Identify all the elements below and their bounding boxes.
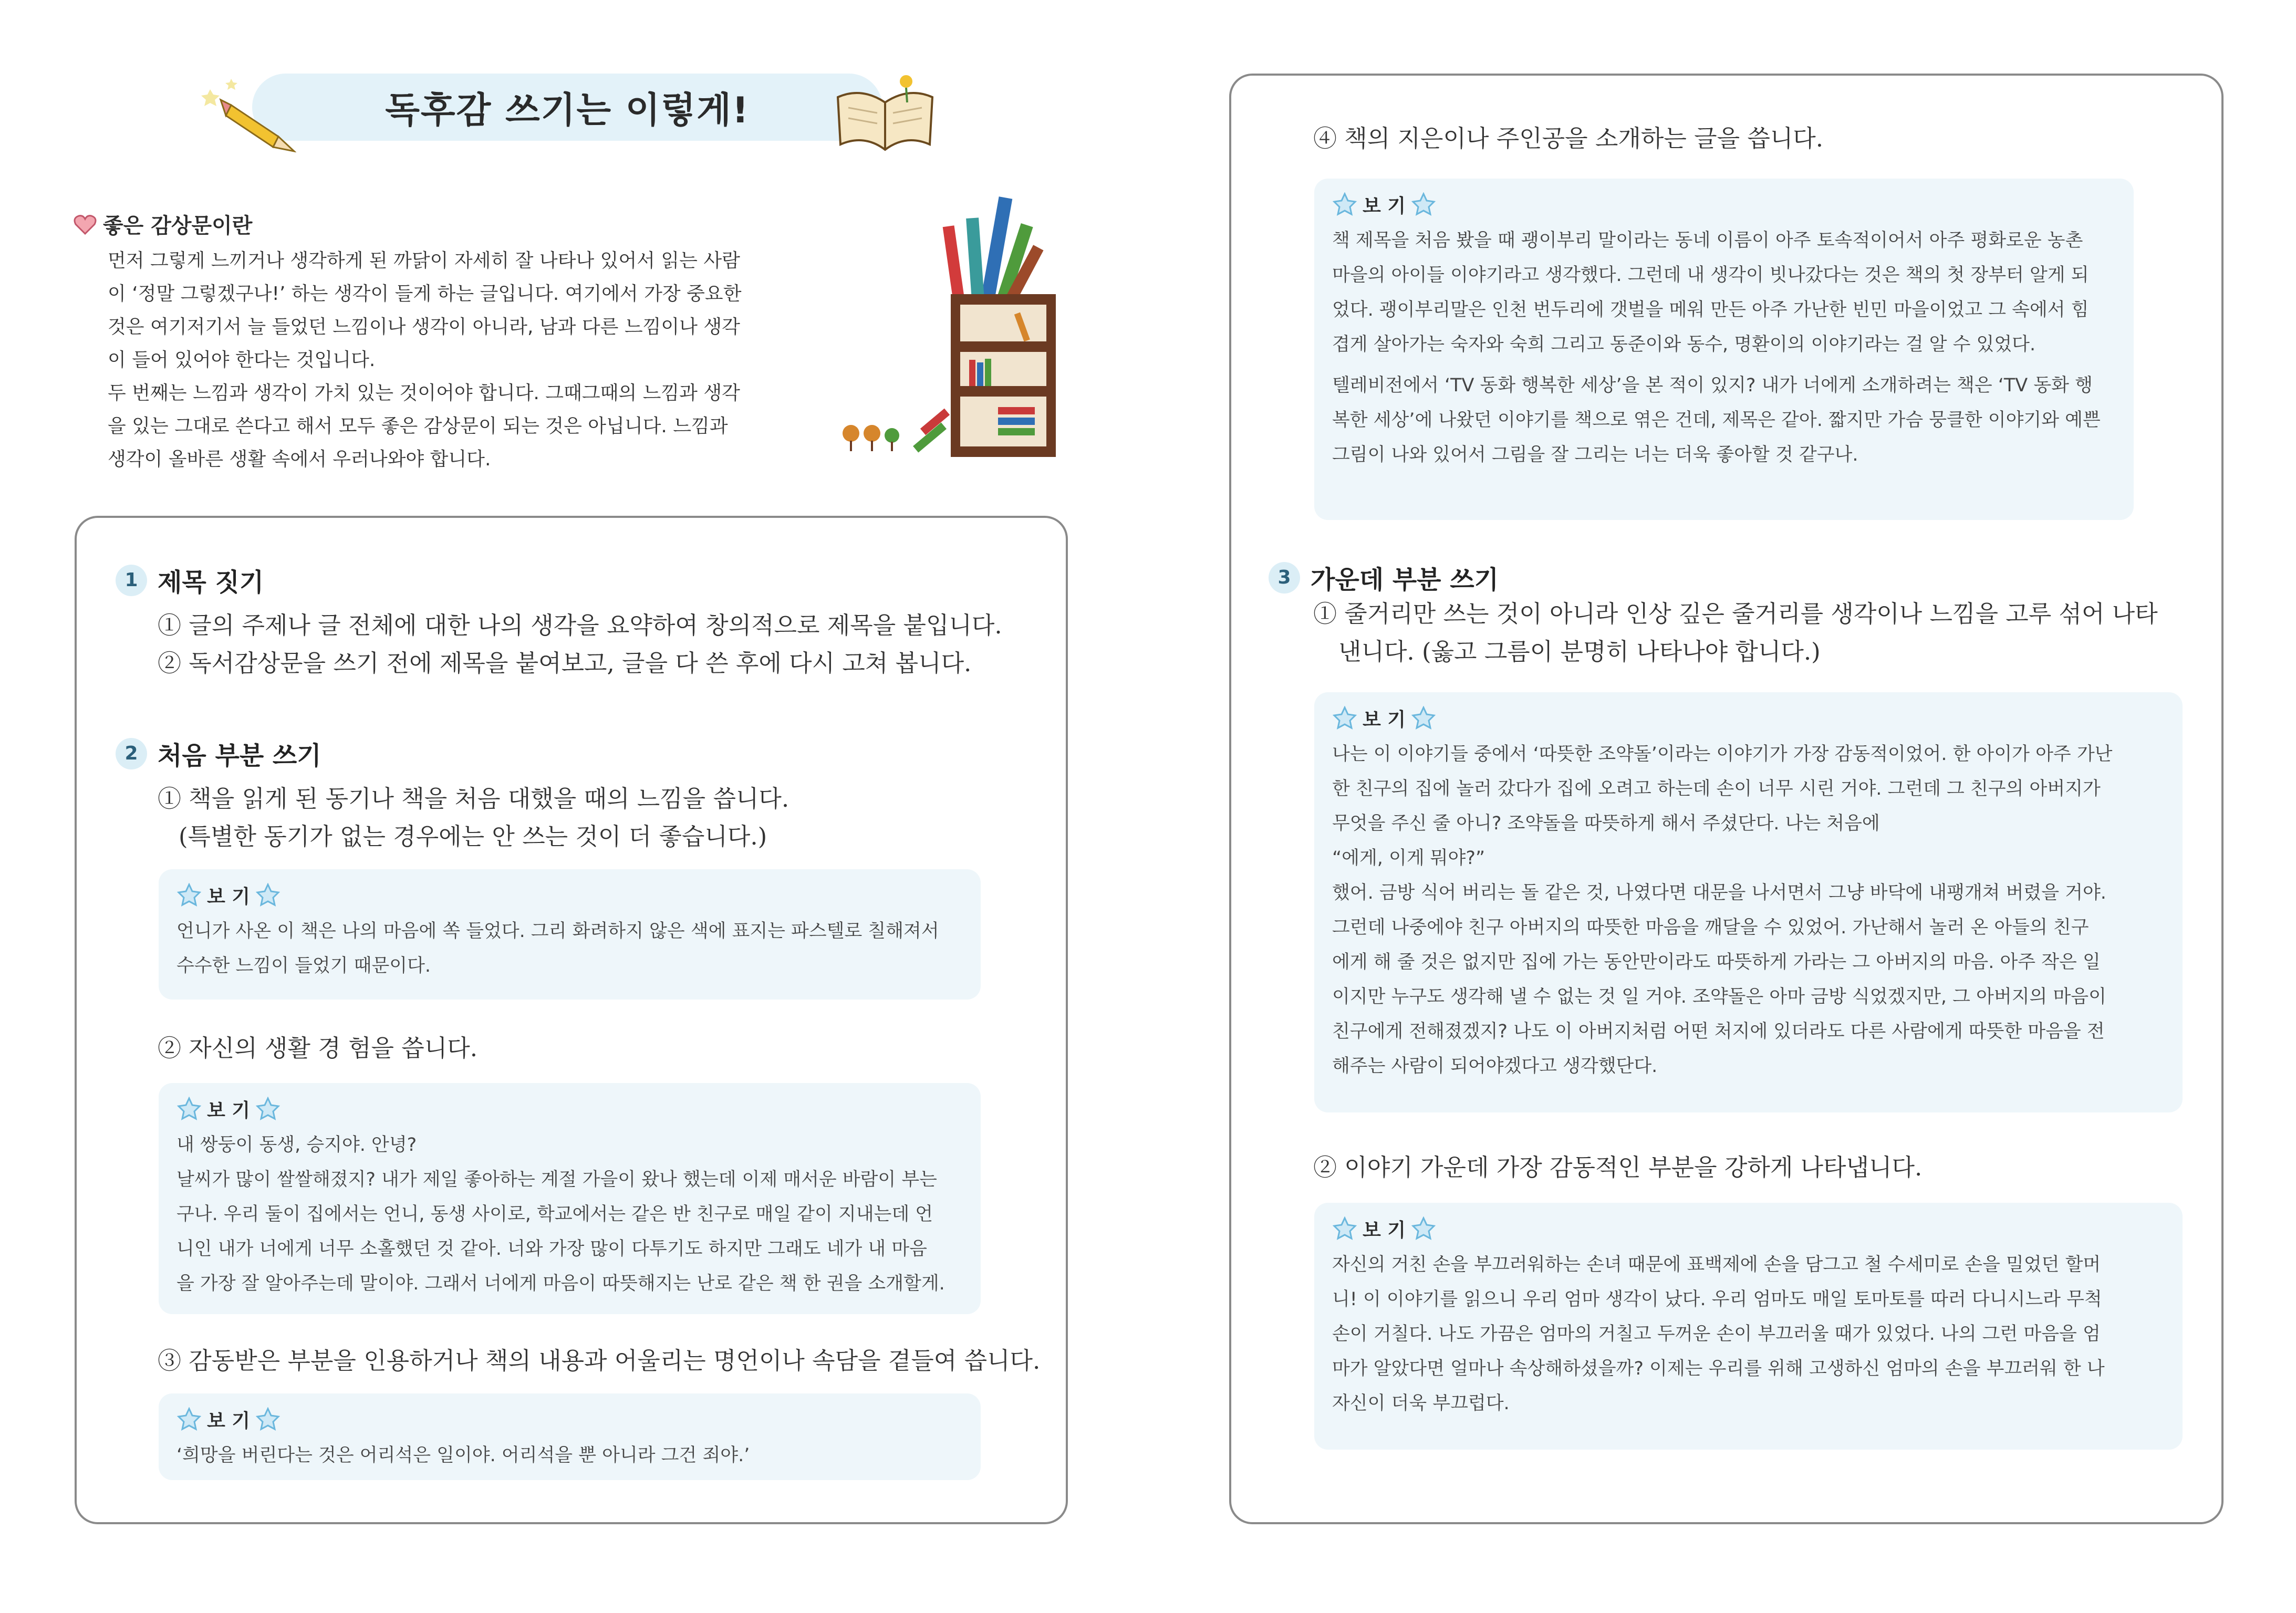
example-line: 한 친구의 집에 놀러 갔다가 집에 오려고 하는데 손이 너무 시린 거야. 그런데 그 친구의 아버지가: [1332, 778, 2101, 799]
intro-line: 것은 여기저기서 늘 들었던 느낌이나 생각이 아니라, 남과 다른 느낌이나 생각: [108, 316, 740, 338]
star-icon: [255, 883, 280, 908]
star-icon: [176, 1097, 202, 1122]
example-label-text: 보 기: [1363, 1220, 1406, 1241]
intro-line: 이 들어 있어야 한다는 것입니다.: [108, 349, 376, 371]
intro-body: [108, 244, 785, 476]
example-line: 자신이 더욱 부끄럽다.: [1332, 1393, 1510, 1414]
section-1-heading: [116, 562, 264, 598]
example-line: 구나. 우리 둘이 집에서는 언니, 동생 사이로, 학교에서는 같은 반 친구로 매일 같이 지내는데 언: [176, 1204, 933, 1225]
intro-heading: [74, 209, 252, 239]
section-2-item-3: [158, 1342, 1061, 1380]
example-text: [176, 1128, 963, 1301]
example-box: [1314, 692, 2183, 1112]
example-line: 내 쌍둥이 동생, 승지야. 안녕?: [176, 1135, 417, 1156]
section-2-heading: [116, 735, 321, 772]
example-line: 친구에게 전해졌겠지? 나도 이 아버지처럼 어떤 처지에 있더라도 다른 사람에게 따뜻한 마음을 전: [1332, 1021, 2105, 1042]
section-2-item-4: [1313, 120, 2206, 158]
example-text: [1332, 223, 2116, 472]
star-icon: [1411, 1216, 1436, 1242]
section-item: ② 자신의 생활 경 험을 씁니다.: [158, 1034, 477, 1062]
example-line: 복한 세상’에 나왔던 이야기를 책으로 엮은 건데, 제목은 같아. 짧지만 가슴 뭉클한 이야기와 예쁜: [1332, 410, 2101, 431]
example-label-text: 보 기: [207, 886, 251, 908]
star-icon: [1332, 192, 1357, 217]
section-3-item-1: [1313, 595, 2206, 671]
example-label: [176, 882, 963, 909]
example-box: [1314, 1203, 2183, 1450]
example-text: [176, 914, 963, 983]
example-label-text: 보 기: [1363, 709, 1406, 731]
star-icon: [1332, 706, 1357, 731]
page-title: 독후감 쓰기는 이렇게!: [385, 89, 750, 131]
star-icon: [1332, 1216, 1357, 1242]
section-number-badge: 2: [116, 738, 147, 769]
section-item: ③ 감동받은 부분을 인용하거나 책의 내용과 어울리는 명언이나 속담을 곁들여 씁니다.: [158, 1347, 1041, 1375]
example-line: 마을의 아이들 이야기라고 생각했다. 그런데 내 생각이 빗나갔다는 것은 책의 첫 장부터 알게 되: [1332, 265, 2089, 286]
intro-line: 먼저 그렇게 느끼거나 생각하게 된 까닭이 자세히 잘 나타나 있어서 읽는 사람: [108, 250, 740, 272]
example-line: 을 가장 잘 알아주는데 말이야. 그래서 너에게 마음이 따뜻해지는 난로 같은 책 한 권을 소개할게.: [176, 1273, 945, 1294]
intro-line: 을 있는 그대로 쓴다고 해서 모두 좋은 감상문이 되는 것은 아닙니다. 느낌과: [108, 415, 728, 437]
example-text: [1332, 737, 2165, 1084]
section-3-heading: [1269, 559, 1499, 596]
example-label: [176, 1096, 963, 1122]
open-book-icon: [833, 66, 938, 155]
example-label-text: 보 기: [1363, 195, 1406, 217]
star-icon: [176, 1407, 202, 1432]
example-line: 겹게 살아가는 숙자와 숙희 그리고 동준이와 동수, 명환이의 이야기라는 걸 알 수 있었다.: [1332, 334, 2036, 355]
example-line: 그림이 나와 있어서 그림을 잘 그리는 너는 더욱 좋아할 것 같구나.: [1332, 444, 1858, 465]
example-line: 무엇을 주신 줄 아니? 조약돌을 따뜻하게 해서 주셨단다. 나는 처음에: [1332, 813, 1880, 834]
example-text: [176, 1438, 963, 1473]
example-line: 니인 내가 너에게 너무 소홀했던 것 같아. 너와 가장 많이 다투기도 하지만 그래도 네가 내 마음: [176, 1239, 927, 1260]
section-1-items: [158, 607, 1051, 682]
title-banner: [252, 74, 882, 141]
section-item-cont: 낸니다. (옳고 그름이 분명히 나타나야 합니다.): [1338, 638, 1821, 665]
section-number-badge: 3: [1269, 562, 1300, 594]
example-line: 했어. 금방 식어 버리는 돌 같은 것, 나였다면 대문을 나서면서 그냥 바닥에 내팽개쳐 버렸을 거야.: [1332, 882, 2106, 903]
section-3-item-2: [1313, 1149, 2206, 1187]
star-icon: [1411, 192, 1436, 217]
section-number-badge: 1: [116, 565, 147, 596]
example-line: 언니가 사온 이 책은 나의 마음에 쏙 들었다. 그리 화려하지 않은 색에 표지는 파스텔로 칠해져서: [176, 921, 939, 942]
example-line: 었다. 괭이부리말은 인천 번두리에 갯벌을 메워 만든 아주 가난한 빈민 마을이었고 그 속에서 힘: [1332, 299, 2089, 320]
example-label-text: 보 기: [207, 1410, 251, 1432]
bookshelf-illustration: [840, 186, 1066, 465]
example-line: 나는 이 이야기들 중에서 ‘따뜻한 조약돌’이라는 이야기가 가장 감동적이었어. 한 아이가 아주 가난: [1332, 744, 2113, 765]
example-box: [1314, 179, 2134, 520]
section-item: ② 이야기 가운데 가장 감동적인 부분을 강하게 나타냅니다.: [1313, 1153, 1923, 1181]
example-line: 마가 알았다면 얼마나 속상해하셨을까? 이제는 우리를 위해 고생하신 엄마의 손을 부끄러워 한 나: [1332, 1358, 2105, 1379]
example-label: [1332, 191, 2116, 218]
heart-icon: [74, 214, 97, 235]
example-line: 수수한 느낌이 들었기 때문이다.: [176, 955, 431, 976]
section-2-item-1: [158, 780, 1051, 856]
intro-line: 두 번째는 느낌과 생각이 가치 있는 것이어야 합니다. 그때그때의 느낌과 생각: [108, 382, 740, 404]
example-label: [1332, 1215, 2165, 1242]
section-item: ① 글의 주제나 글 전체에 대한 나의 생각을 요약하여 창의적으로 제목을 붙입니다.: [158, 611, 1002, 639]
example-label: [176, 1406, 963, 1433]
example-line: 자신의 거친 손을 부끄러워하는 손녀 때문에 표백제에 손을 담그고 철 수세미로 손을 밀었던 할머: [1332, 1254, 2101, 1275]
section-title: 가운데 부분 쓰기: [1311, 565, 1499, 595]
example-line: ‘희망을 버린다는 것은 어리석은 일이야. 어리석을 뿐 아니라 그건 죄야.’: [176, 1445, 750, 1466]
star-icon: [255, 1407, 280, 1432]
section-item: ② 독서감상문을 쓰기 전에 제목을 붙여보고, 글을 다 쓴 후에 다시 고쳐 봅니다.: [158, 649, 972, 677]
example-label-text: 보 기: [207, 1100, 251, 1121]
intro-line: 이 ‘정말 그렇겠구나!’ 하는 생각이 들게 하는 글입니다. 여기에서 가장 중요한: [108, 283, 742, 305]
example-label: [1332, 705, 2165, 732]
section-item: ① 줄거리만 쓰는 것이 아니라 인상 깊은 줄거리를 생각이나 느낌을 고루 섞어 나타: [1313, 600, 2158, 628]
section-title: 처음 부분 쓰기: [158, 741, 321, 771]
example-line: 해주는 사람이 되어야겠다고 생각했단다.: [1332, 1056, 1658, 1077]
section-item: ④ 책의 지은이나 주인공을 소개하는 글을 씁니다.: [1313, 124, 1824, 152]
example-box: [159, 1393, 981, 1480]
example-line: 그런데 나중에야 친구 아버지의 따뜻한 마음을 깨달을 수 있었어. 가난해서 놀러 온 아들의 친구: [1332, 917, 2089, 938]
star-icon: [255, 1097, 280, 1122]
intro-heading-text: 좋은 감상문이란: [103, 214, 253, 238]
example-line: 에게 해 줄 것은 없지만 집에 가는 동안만이라도 따뜻하게 가라는 그 아버지의 마음. 아주 작은 일: [1332, 952, 2101, 973]
example-line: 손이 거칠다. 나도 가끔은 엄마의 거칠고 두꺼운 손이 부끄러울 때가 있었다. 나의 그런 마음을 엄: [1332, 1324, 2101, 1345]
example-line: 책 제목을 처음 봤을 때 괭이부리 말이라는 동네 이름이 아주 토속적이어서 아주 평화로운 농촌: [1332, 230, 2083, 251]
pencil-icon: [200, 74, 299, 152]
example-text: [1332, 1247, 2165, 1421]
example-line: “에게, 이게 뭐야?”: [1332, 848, 1485, 869]
example-line: 텔레비전에서 ‘TV 동화 행복한 세상’을 본 적이 있지? 내가 너에게 소개하려는 책은 ‘TV 동화 행: [1332, 375, 2093, 396]
star-icon: [176, 883, 202, 908]
intro-line: 생각이 올바른 생활 속에서 우러나와야 합니다.: [108, 449, 491, 470]
example-box: [159, 1083, 981, 1314]
example-box: [159, 869, 981, 1000]
section-title: 제목 짓기: [158, 568, 264, 597]
section-2-item-2: [158, 1029, 1051, 1067]
section-item-note: (특별한 동기가 없는 경우에는 안 쓰는 것이 더 좋습니다.): [179, 823, 767, 850]
star-icon: [1411, 706, 1436, 731]
section-item: ① 책을 읽게 된 동기나 책을 처음 대했을 때의 느낌을 씁니다.: [158, 785, 789, 813]
example-line: 이지만 누구도 생각해 낼 수 없는 것 일 거야. 조약돌은 아마 금방 식었겠지만, 그 아버지의 마음이: [1332, 986, 2106, 1007]
example-line: 날씨가 많이 쌀쌀해졌지? 내가 제일 좋아하는 계절 가을이 왔나 했는데 이제 매서운 바람이 부는: [176, 1169, 937, 1190]
example-line: 니! 이 이야기를 읽으니 우리 엄마 생각이 났다. 우리 엄마도 매일 토마토를 따러 다니시느라 무척: [1332, 1289, 2102, 1310]
